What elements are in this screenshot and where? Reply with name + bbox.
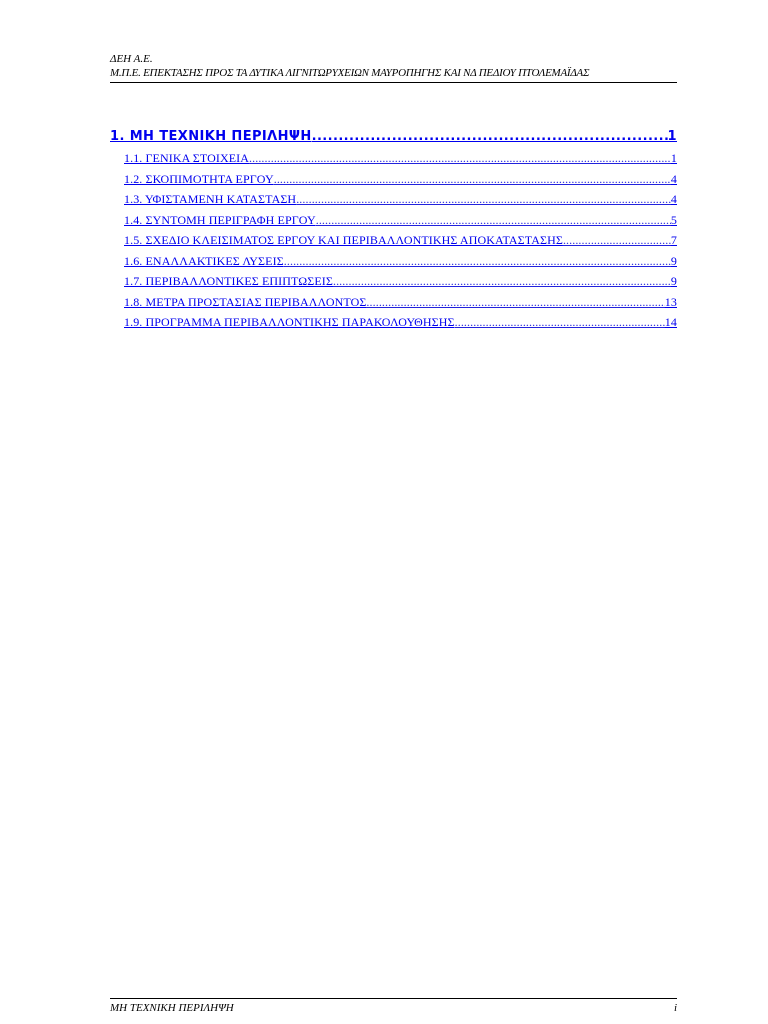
toc-entry-page[interactable]: 4 xyxy=(670,171,677,186)
toc-entry[interactable] xyxy=(124,230,677,251)
toc-entry-page[interactable]: 13 xyxy=(664,294,677,309)
toc-entry[interactable] xyxy=(124,251,677,272)
header-organization: ΔΕΗ Α.Ε. xyxy=(110,53,153,65)
footer-divider xyxy=(110,998,677,999)
toc-entry-label[interactable]: 1.8. ΜΕΤΡΑ ΠΡΟΣΤΑΣΙΑΣ ΠΕΡΙΒΑΛΛΟΝΤΟΣ xyxy=(124,294,367,309)
toc-leader-dots xyxy=(563,230,671,251)
table-of-contents xyxy=(110,126,677,333)
toc-entry-label[interactable]: 1.1. ΓΕΝΙΚΑ ΣΤΟΙΧΕΙΑ xyxy=(124,151,250,165)
toc-leader-dots xyxy=(274,169,671,190)
toc-main-label[interactable]: 1. ΜΗ ΤΕΧΝΙΚΗ ΠΕΡΙΛΗΨΗ xyxy=(110,129,312,144)
toc-leader-dots xyxy=(249,148,671,169)
toc-entry[interactable] xyxy=(124,292,677,313)
header-divider xyxy=(110,82,677,83)
toc-entry[interactable] xyxy=(124,169,677,190)
toc-leader-dots xyxy=(316,210,671,231)
toc-leader-dots xyxy=(455,312,665,333)
toc-entry-label[interactable]: 1.9. ΠΡΟΓΡΑΜΜΑ ΠΕΡΙΒΑΛΛΟΝΤΙΚΗΣ ΠΑΡΑΚΟΛΟΥΘΗΣΗΣ xyxy=(124,315,455,329)
toc-entry-label[interactable]: 1.2. ΣΚΟΠΙΜΟΤΗΤΑ ΕΡΓΟΥ xyxy=(124,171,274,186)
toc-entry-page[interactable]: 5 xyxy=(670,212,677,227)
toc-entry[interactable] xyxy=(124,210,677,231)
toc-entry-page[interactable]: 1 xyxy=(670,151,677,165)
toc-entry-label[interactable]: 1.6. ΕΝΑΛΛΑΚΤΙΚΕΣ ΛΥΣΕΙΣ xyxy=(124,253,284,268)
toc-leader-dots xyxy=(333,271,671,292)
toc-main-entry[interactable] xyxy=(110,126,677,148)
toc-entry-page[interactable]: 14 xyxy=(664,315,677,329)
footer-page-number: i xyxy=(673,1002,677,1014)
toc-entry-page[interactable]: 9 xyxy=(670,274,677,288)
toc-entry-label[interactable]: 1.7. ΠΕΡΙΒΑΛΛΟΝΤΙΚΕΣ ΕΠΙΠΤΩΣΕΙΣ xyxy=(124,274,333,288)
page-footer xyxy=(110,998,677,1015)
header-project-title: Μ.Π.Ε. ΕΠΕΚΤΑΣΗΣ ΠΡΟΣ ΤΑ ΔΥΤΙΚΑ ΛΙΓΝΙΤΩΡΥΧΕΙΩΝ ΜΑΥΡΟΠΗΓΗΣ ΚΑΙ ΝΔ ΠΕΔΙΟΥ ΠΤΟΛΕΜΑΪΔΑΣ xyxy=(110,67,590,79)
toc-entry-label[interactable]: 1.4. ΣΥΝΤΟΜΗ ΠΕΡΙΓΡΑΦΗ ΕΡΓΟΥ xyxy=(124,212,316,227)
toc-leader-dots xyxy=(312,126,668,148)
toc-entry-page[interactable]: 7 xyxy=(670,233,677,247)
toc-entry-label[interactable]: 1.3. ΥΦΙΣΤΑΜΕΝΗ ΚΑΤΑΣΤΑΣΗ xyxy=(124,192,297,206)
toc-entry-page[interactable]: 9 xyxy=(670,253,677,268)
toc-leader-dots xyxy=(366,292,664,313)
toc-entry[interactable] xyxy=(124,271,677,292)
toc-entry-page[interactable]: 4 xyxy=(670,192,677,206)
footer-section-title: ΜΗ ΤΕΧΝΙΚΗ ΠΕΡΙΛΗΨΗ xyxy=(110,1002,234,1014)
toc-entry[interactable] xyxy=(124,148,677,169)
toc-leader-dots xyxy=(284,251,671,272)
toc-sub-entries xyxy=(110,148,677,333)
toc-entry-label[interactable]: 1.5. ΣΧΕΔΙΟ ΚΛΕΙΣΙΜΑΤΟΣ ΕΡΓΟΥ ΚΑΙ ΠΕΡΙΒΑΛΛΟΝΤΙΚΗΣ ΑΠΟΚΑΤΑΣΤΑΣΗΣ xyxy=(124,233,563,247)
toc-main-page[interactable]: 1 xyxy=(667,129,677,144)
page-header xyxy=(110,52,677,83)
toc-leader-dots xyxy=(296,189,671,210)
toc-entry[interactable] xyxy=(124,312,677,333)
toc-entry[interactable] xyxy=(124,189,677,210)
